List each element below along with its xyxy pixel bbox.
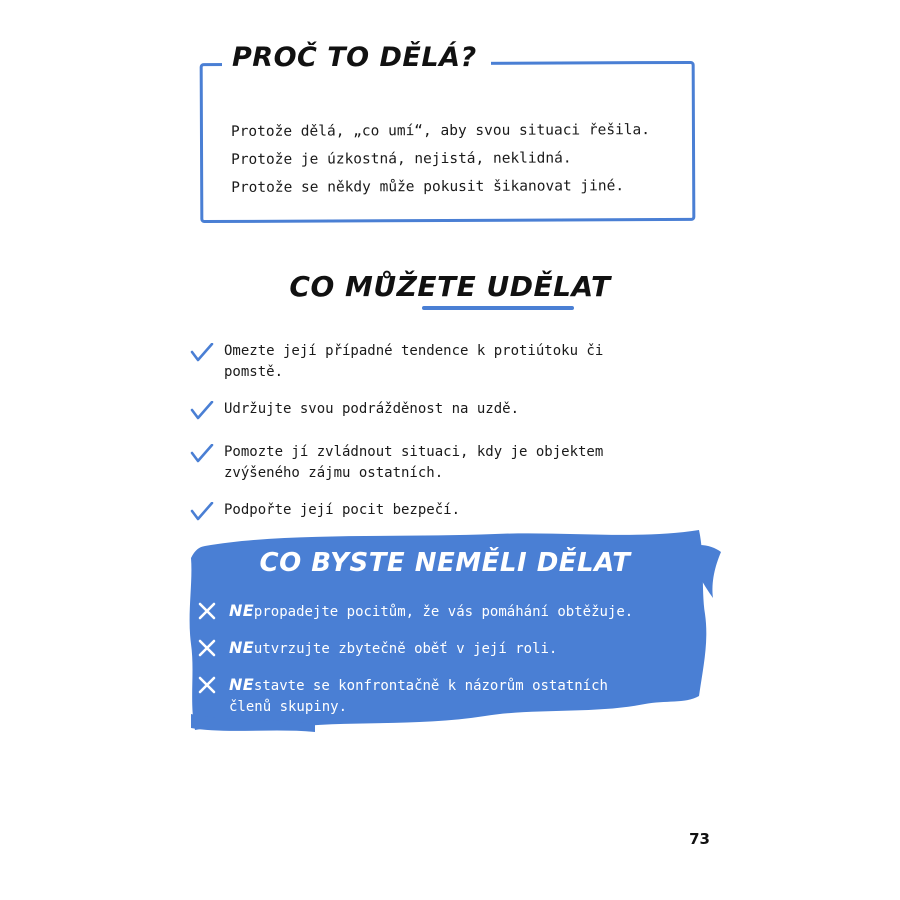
why-line: Protože dělá, „co umí“, aby svou situaci řešila.: [230, 122, 651, 140]
dont-item-prefix: NE: [229, 675, 254, 694]
why-title-wrap: [222, 42, 491, 73]
cross-icon: [197, 676, 219, 699]
cross-icon: [197, 602, 219, 625]
why-box: [200, 61, 696, 223]
list-item: [197, 637, 725, 662]
dont-item-rest: propadejte pocitům, že vás pomáhání obtěžuje.: [253, 604, 634, 620]
do-item-text: Podpořte její pocit bezpečí.: [224, 502, 461, 518]
why-line: Protože se někdy může pokusit šikanovat jiné.: [231, 178, 625, 196]
dont-content: [165, 518, 725, 730]
dont-item-prefix: NE: [229, 601, 254, 620]
do-section: [190, 270, 710, 543]
list-item: [190, 442, 710, 484]
dont-item-text: [229, 674, 649, 718]
do-heading: CO MŮŽETE UDĚLAT: [289, 270, 611, 303]
why-lines: [231, 116, 671, 202]
list-item: [197, 674, 725, 718]
dont-item-text: [229, 637, 557, 660]
dont-list: [165, 600, 725, 718]
dont-item-rest: stavte se konfrontačně k názorům ostatních členů skupiny.: [229, 678, 608, 715]
why-line: Protože je úzkostná, nejistá, neklidná.: [231, 150, 572, 168]
do-list: [190, 341, 710, 527]
do-item-text: Omezte její případné tendence k protiútoku či pomstě.: [224, 343, 604, 380]
page-number: 73: [689, 830, 710, 848]
why-section: [200, 42, 695, 222]
dont-heading: CO BYSTE NEMĚLI DĚLAT: [259, 548, 631, 578]
check-icon: [190, 401, 214, 426]
list-item: [190, 341, 710, 383]
do-item-text: Pomozte jí zvládnout situaci, kdy je objektem zvýšeného zájmu ostatních.: [224, 444, 604, 481]
dont-item-rest: utvrzujte zbytečně oběť v její roli.: [253, 641, 558, 657]
dont-section: [165, 518, 725, 758]
dont-item-prefix: NE: [229, 638, 254, 657]
list-item: [190, 399, 710, 426]
do-heading-underline: [422, 306, 574, 310]
check-icon: [190, 444, 214, 469]
cross-icon: [197, 639, 219, 662]
dont-item-text: [229, 600, 633, 623]
list-item: [197, 600, 725, 625]
do-item-text: Udržujte svou podrážděnost na uzdě.: [224, 401, 520, 417]
why-title: PROČ TO DĚLÁ?: [232, 42, 477, 73]
check-icon: [190, 343, 214, 368]
